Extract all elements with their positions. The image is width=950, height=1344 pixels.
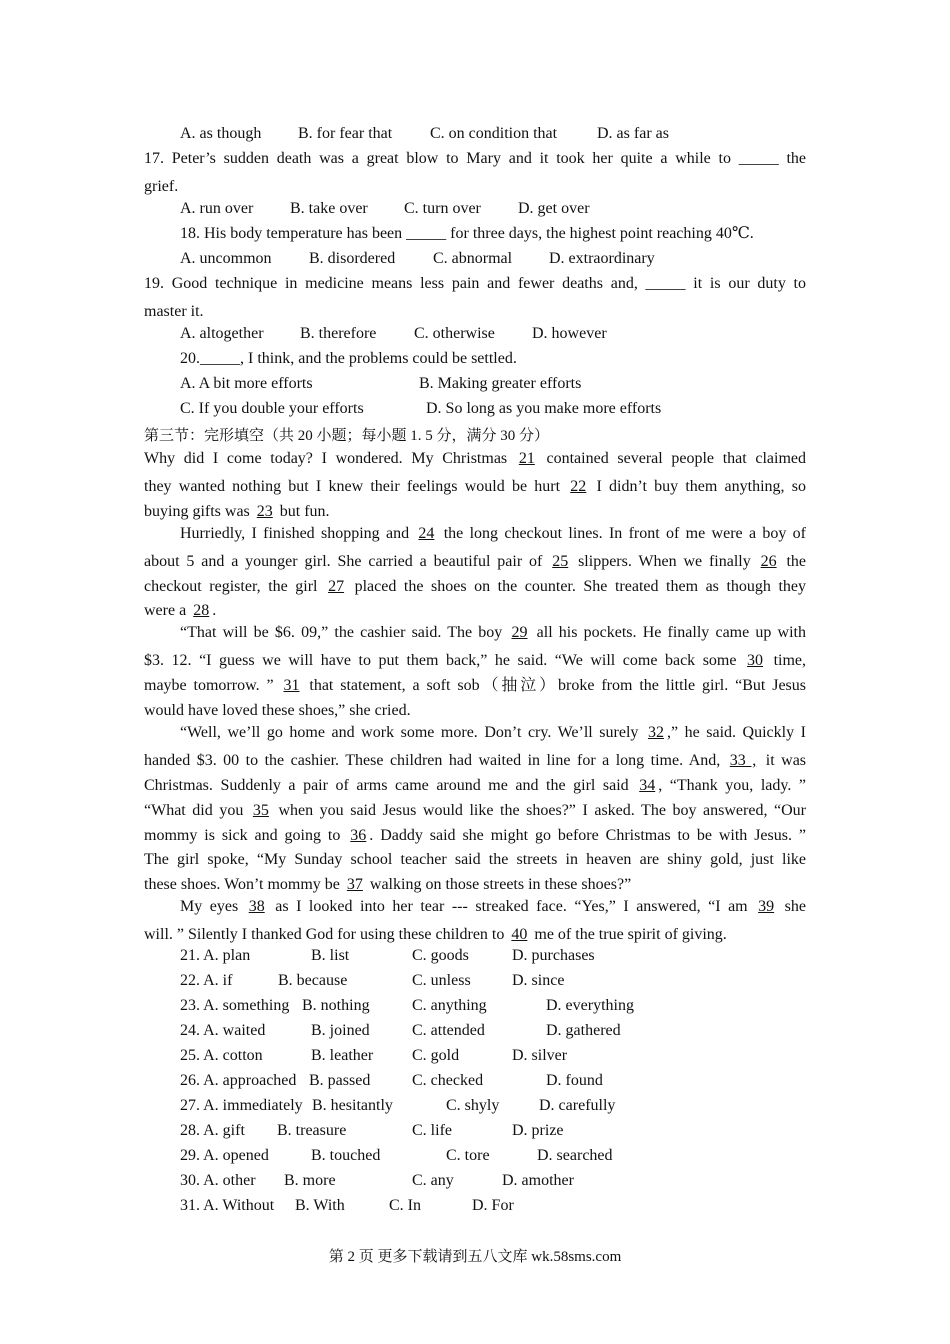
q30-option-b: B. more — [284, 1172, 336, 1189]
q28-option-c: C. life — [412, 1122, 452, 1139]
blank-27: 27 — [328, 578, 345, 595]
q18-stem: 18. His body temperature has been _____ for three days, the highest point reaching 40℃. — [180, 225, 754, 242]
q19-stem: 19. Good technique in medicine means less pain and fewer deaths and, _____ it is our duty to — [144, 275, 806, 292]
q20-option-a: A. A bit more efforts — [180, 375, 313, 392]
q26-option-d: D. found — [546, 1072, 603, 1089]
blank-26: 26 — [760, 553, 777, 570]
q29-option-a: 29. A. opened — [180, 1147, 269, 1164]
q24-option-a: 24. A. waited — [180, 1022, 266, 1039]
passage-line: would have loved these shoes,” she cried. — [144, 702, 411, 719]
q27-option-b: B. hesitantly — [312, 1097, 393, 1114]
passage-line: Why did I come today? I wondered. My Christmas 21 contained several people that claimed — [144, 450, 807, 467]
q29-option-d: D. searched — [537, 1147, 613, 1164]
q16-option-c: C. on condition that — [430, 125, 558, 142]
q24-option-d: D. gathered — [546, 1022, 621, 1039]
q24-option-c: C. attended — [412, 1022, 485, 1039]
q27-option-c: C. shyly — [446, 1097, 500, 1114]
passage-line: about 5 and a younger girl. She carried a beautiful pair of 25 slippers. When we finally 26 the — [144, 553, 807, 570]
blank-22: 22 — [570, 478, 587, 495]
q25-option-a: 25. A. cotton — [180, 1047, 263, 1064]
passage-line: they wanted nothing but I knew their feelings would be hurt 22 I didn’t buy them anything, so — [144, 478, 806, 495]
q31-option-c: C. In — [389, 1197, 421, 1214]
q18-option-a: A. uncommon — [180, 250, 272, 267]
passage-line: these shoes. Won’t mommy be 37 walking on those streets in these shoes?” — [144, 876, 632, 893]
passage-line: buying gifts was 23 but fun. — [144, 503, 330, 520]
blank-24: 24 — [418, 525, 435, 542]
blank-28: 28 — [193, 602, 210, 619]
q18-option-d: D. extraordinary — [549, 250, 655, 267]
passage-line: checkout register, the girl 27 placed the shoes on the counter. She treated them as though they — [144, 578, 806, 595]
passage-line: My eyes 38 as I looked into her tear --- streaked face. “Yes,” I answered, “I am 39 she — [180, 898, 807, 915]
q23-option-d: D. everything — [546, 997, 634, 1014]
q19-option-b: B. therefore — [300, 325, 377, 342]
passage-line: The girl spoke, “My Sunday school teacher said the streets in heaven are shiny gold, just like — [144, 851, 806, 868]
passage-line: Christmas. Suddenly a pair of arms came around me and the girl said 34 , “Thank you, lady. ” — [144, 777, 806, 794]
q22-option-b: B. because — [278, 972, 348, 989]
q21-option-c: C. goods — [412, 947, 469, 964]
q26-option-b: B. passed — [309, 1072, 371, 1089]
q25-option-d: D. silver — [512, 1047, 568, 1064]
q30-option-c: C. any — [412, 1172, 454, 1189]
q17-stem-cont: grief. — [144, 178, 179, 195]
q29-option-b: B. touched — [311, 1147, 381, 1164]
q21-option-a: 21. A. plan — [180, 947, 251, 964]
q28-option-d: D. prize — [512, 1122, 564, 1139]
blank-40: 40 — [511, 926, 528, 943]
q20-stem: 20._____, I think, and the problems could be settled. — [180, 350, 517, 367]
blank-38: 38 — [248, 898, 265, 915]
q24-option-b: B. joined — [311, 1022, 370, 1039]
q31-option-a: 31. A. Without — [180, 1197, 275, 1214]
blank-37: 37 — [346, 876, 363, 893]
passage-line: handed $3. 00 to the cashier. These children had waited in line for a long time. And, 33 , it was — [144, 752, 807, 769]
q22-option-d: D. since — [512, 972, 565, 989]
q30-option-a: 30. A. other — [180, 1172, 256, 1189]
blank-23: 23 — [256, 503, 273, 520]
q28-option-b: B. treasure — [277, 1122, 347, 1139]
q22-option-a: 22. A. if — [180, 972, 233, 989]
blank-35: 35 — [252, 802, 269, 819]
q20-option-b: B. Making greater efforts — [419, 375, 582, 392]
q31-option-b: B. With — [295, 1197, 345, 1214]
blank-31: 31 — [283, 677, 300, 694]
q25-option-b: B. leather — [311, 1047, 374, 1064]
q28-option-a: 28. A. gift — [180, 1122, 245, 1139]
q23-option-a: 23. A. something — [180, 997, 290, 1014]
q22-option-c: C. unless — [412, 972, 471, 989]
q21-option-d: D. purchases — [512, 947, 595, 964]
blank-36: 36 — [350, 827, 367, 844]
q19-option-d: D. however — [532, 325, 607, 342]
q26-option-c: C. checked — [412, 1072, 484, 1089]
q19-option-c: C. otherwise — [414, 325, 495, 342]
q27-option-d: D. carefully — [539, 1097, 616, 1114]
q17-option-d: D. get over — [518, 200, 590, 217]
blank-29: 29 — [511, 624, 528, 641]
q29-option-c: C. tore — [446, 1147, 490, 1164]
passage-line: maybe tomorrow. ” 31 that statement, a soft sob（抽泣）broke from the little girl. “But Jesus — [144, 677, 806, 694]
q16-option-b: B. for fear that — [298, 125, 393, 142]
q17-option-b: B. take over — [290, 200, 368, 217]
q17-option-c: C. turn over — [404, 200, 481, 217]
blank-21: 21 — [518, 450, 535, 467]
page-footer: 第 2 页 更多下载请到五八文库 wk.58sms.com — [328, 1249, 622, 1265]
q30-option-d: D. amother — [502, 1172, 574, 1189]
blank-32: 32 — [647, 724, 664, 741]
passage-line: will. ” Silently I thanked God for using these children to 40 me of the true spirit of giving. — [144, 926, 727, 943]
q18-option-c: C. abnormal — [433, 250, 513, 267]
q20-option-d: D. So long as you make more efforts — [426, 400, 662, 417]
q18-option-b: B. disordered — [309, 250, 396, 267]
passage-line: $3. 12. “I guess we will have to put them back,” he said. “We will come back some 30 time, — [144, 652, 807, 669]
blank-33: 33 , — [729, 752, 757, 769]
q23-option-b: B. nothing — [302, 997, 370, 1014]
q19-option-a: A. altogether — [180, 325, 264, 342]
passage-line: “That will be $6. 09,” the cashier said. The boy 29 all his pockets. He finally came up with — [180, 624, 807, 641]
q31-option-d: D. For — [472, 1197, 514, 1214]
passage-line: “Well, we’ll go home and work some more. Don’t cry. We’ll surely 32 ,” he said. Quickly I — [180, 724, 806, 741]
passage-line: were a 28 . — [144, 602, 217, 619]
q17-option-a: A. run over — [180, 200, 254, 217]
q19-stem-cont: master it. — [144, 303, 204, 320]
q23-option-c: C. anything — [412, 997, 487, 1014]
q20-option-c: C. If you double your efforts — [180, 400, 364, 417]
section-heading: 第三节：完形填空（共 20 小题；每小题 1. 5 分，满分 30 分） — [144, 428, 550, 444]
q27-option-a: 27. A. immediately — [180, 1097, 303, 1114]
passage-line: Hurriedly, I finished shopping and 24 the long checkout lines. In front of me were a boy of — [180, 525, 807, 542]
passage-line: “What did you 35 when you said Jesus would like the shoes?” I asked. The boy answered, “Our — [144, 802, 807, 819]
blank-30: 30 — [747, 652, 764, 669]
q17-stem: 17. Peter’s sudden death was a great blow to Mary and it took her quite a while to _____ the — [144, 150, 806, 167]
q16-option-a: A. as though — [180, 125, 262, 142]
q25-option-c: C. gold — [412, 1047, 460, 1064]
q16-option-d: D. as far as — [597, 125, 669, 142]
blank-25: 25 — [552, 553, 569, 570]
blank-39: 39 — [758, 898, 775, 915]
blank-34: 34 — [639, 777, 656, 794]
passage-line: mommy is sick and going to 36 . Daddy said she might go before Christmas to be with Jesus. ” — [144, 827, 807, 844]
q26-option-a: 26. A. approached — [180, 1072, 297, 1089]
q21-option-b: B. list — [311, 947, 350, 964]
